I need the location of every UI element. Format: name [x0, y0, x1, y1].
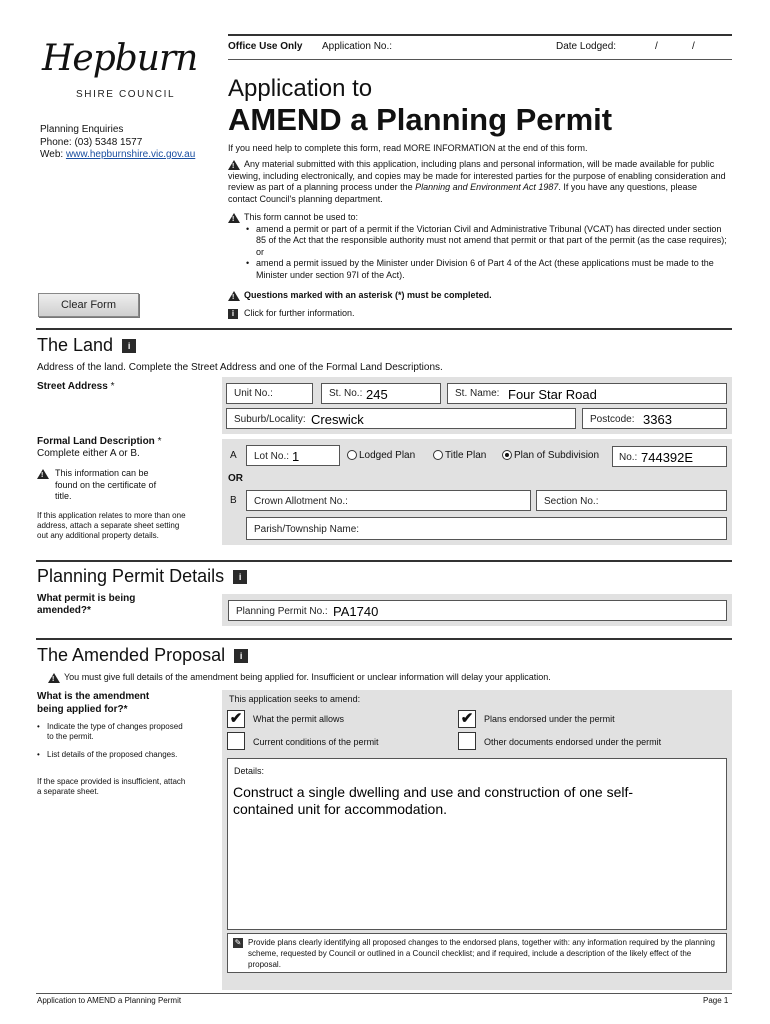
help-line: If you need help to complete this form, read MORE INFORMATION at the end of this form.	[228, 143, 588, 153]
warning-icon	[37, 469, 49, 479]
cannot-bullet-2: • amend a permit issued by the Minister under Division 6 of Part 4 of the Act (these applications must be made to the Minister under section 97I of the Act).	[246, 258, 728, 281]
radio-icon	[347, 450, 357, 460]
website-link[interactable]: www.hepburnshire.vic.gov.au	[65, 149, 196, 160]
application-no-label: Application No.:	[322, 41, 393, 52]
checkmark-icon: ✔	[229, 710, 243, 727]
crown-allotment-label: Crown Allotment No.:	[254, 496, 348, 507]
permit-heading-text: Planning Permit Details	[37, 566, 225, 586]
footer-form-name: Application to AMEND a Planning Permit	[37, 996, 182, 1005]
lot-no-field[interactable]	[246, 445, 340, 466]
phone-number: Phone: (03) 5348 1577	[40, 136, 143, 148]
lot-no-value: 1	[292, 449, 300, 464]
postcode-field[interactable]	[582, 408, 727, 429]
crown-allotment-field[interactable]	[246, 490, 531, 511]
public-notice	[228, 159, 728, 205]
amendment-hints	[37, 722, 187, 760]
suburb-value: Creswick	[311, 412, 364, 427]
land-heading-text: The Land	[37, 335, 114, 355]
cannot-bullet-1: • amend a permit or part of a permit if the Victorian Civil and Administrative Tribunal (VCAT) has directed under section 85 of the Act that the responsible authority must not amend that permit or that part of the permit (as the case requires); or	[246, 224, 728, 259]
office-use-label: Office Use Only	[228, 41, 303, 52]
info-icon[interactable]: i	[228, 309, 238, 319]
warning-icon	[228, 160, 240, 170]
street-address-label: Street Address *	[37, 381, 115, 392]
formal-desc-text: Formal Land Description	[37, 436, 155, 447]
enquiries-label: Planning Enquiries	[40, 124, 124, 135]
asterisk-note	[228, 290, 492, 302]
lodged-plan-label: Lodged Plan	[359, 450, 416, 461]
web-label: Web:	[40, 149, 66, 160]
plans-endorsed-label: Plans endorsed under the permit	[484, 714, 615, 724]
section-no-field[interactable]	[536, 490, 727, 511]
form-title	[228, 76, 612, 138]
radio-selected-icon	[502, 450, 512, 460]
checkbox-plans-endorsed[interactable]	[458, 710, 476, 728]
proposal-warning-text: You must give full details of the amendment being applied for. Insufficient or unclear information will delay your application.	[64, 672, 551, 682]
amendment-question-text: What is the amendment being applied for?	[37, 691, 150, 715]
plan-no-label: No.:	[619, 452, 638, 463]
certificate-note	[37, 468, 167, 503]
title-plan-label: Title Plan	[445, 450, 487, 461]
st-no-value: 245	[366, 387, 388, 402]
postcode-value: 3363	[643, 412, 672, 427]
plan-no-value: 744392E	[641, 450, 694, 465]
date-slash-1: /	[655, 41, 658, 52]
permit-no-label: Planning Permit No.:	[236, 606, 328, 617]
edit-icon: ✎	[234, 938, 242, 947]
title-line-2: AMEND a Planning Permit	[228, 102, 613, 137]
current-conditions-label: Current conditions of the permit	[253, 737, 379, 747]
certificate-note-text: This information can be found on the certificate of title.	[55, 468, 157, 501]
office-use-header	[228, 34, 732, 62]
checkmark-icon: ✔	[460, 710, 474, 727]
warning-icon	[228, 213, 240, 223]
notice-act: Planning and Environment Act 1987	[415, 182, 559, 192]
suburb-field[interactable]	[226, 408, 576, 429]
checkbox-permit-allows[interactable]	[227, 710, 245, 728]
logo-script: Hepburn	[42, 38, 198, 79]
plans-note-text: Provide plans clearly identifying all proposed changes to the endorsed plans, together with: any information required by the planning scheme, requested by Council or outlined in a Council checklist; and if required, include a description of the likely effect of the proposal.	[248, 938, 715, 969]
st-no-field[interactable]	[321, 383, 441, 404]
suburb-label: Suburb/Locality:	[234, 414, 306, 425]
proposal-warning	[48, 672, 551, 684]
notice-text-b: . If you have any questions, please contact Council's planning department.	[228, 182, 697, 204]
st-name-label: St. Name:	[455, 388, 500, 399]
land-heading	[37, 335, 136, 356]
seeks-amend-label: This application seeks to amend:	[229, 694, 361, 704]
street-address-text: Street Address	[37, 381, 108, 392]
asterisk-text: Questions marked with an asterisk (*) must be completed.	[244, 290, 492, 300]
notice-text-a: Any material submitted with this application, including plans and personal information, will be made available for public viewing, including electronically, and copies may be made for interested parties for the purpose of enabling consideration and review as part of a planning process under the	[228, 159, 726, 192]
multi-address-note: If this application relates to more than one address, attach a separate sheet setting out any additional property details.	[37, 511, 186, 540]
details-label: Details:	[234, 766, 265, 776]
section-rule	[36, 638, 732, 640]
planning-permit-no-field[interactable]	[228, 600, 727, 621]
postcode-label: Postcode:	[590, 414, 635, 425]
amendment-question: What is the amendment being applied for?*	[37, 691, 150, 715]
complete-either-text: Complete either A or B.	[37, 448, 140, 459]
info-icon[interactable]: i	[122, 339, 136, 353]
st-no-label: St. No.:	[329, 388, 363, 399]
option-b-label: B	[230, 495, 237, 506]
parish-township-field[interactable]	[246, 517, 727, 540]
clear-form-label: Clear Form	[60, 299, 116, 311]
option-a-label: A	[230, 450, 237, 461]
hint-1: • Indicate the type of changes proposed to the permit.	[37, 722, 187, 742]
plan-no-field[interactable]	[612, 446, 727, 467]
permit-question: What permit is being amended?*	[37, 593, 136, 616]
click-info-text: Click for further information.	[244, 308, 355, 318]
hint-3: If the space provided is insufficient, attach a separate sheet.	[37, 777, 186, 796]
permit-heading	[37, 566, 247, 587]
contact-block	[40, 124, 225, 162]
info-icon[interactable]: i	[233, 570, 247, 584]
permit-no-value: PA1740	[333, 604, 379, 619]
click-info-note	[228, 308, 355, 320]
info-icon[interactable]: i	[234, 649, 248, 663]
radio-icon	[433, 450, 443, 460]
proposal-heading	[37, 645, 248, 666]
website-line	[40, 149, 225, 162]
unit-no-label: Unit No.:	[234, 388, 273, 399]
details-value: Construct a single dwelling and use and construction of one self-contained unit for accommodation.	[233, 784, 634, 817]
hepburn-logo	[40, 38, 200, 104]
plan-subdivision-label: Plan of Subdivision	[514, 450, 600, 461]
section-rule	[36, 560, 732, 562]
land-description: Address of the land. Complete the Street Address and one of the Formal Land Descriptions.	[37, 362, 443, 373]
parish-township-label: Parish/Township Name:	[254, 524, 360, 535]
lot-no-label: Lot No.:	[254, 451, 290, 462]
plans-note-box	[227, 933, 727, 973]
proposal-heading-text: The Amended Proposal	[37, 645, 226, 665]
permit-question-text: What permit is being amended?	[37, 593, 136, 616]
hint-2: • List details of the proposed changes.	[37, 750, 187, 760]
footer-rule	[36, 993, 732, 994]
footer-page-number: Page 1	[703, 996, 729, 1005]
permit-allows-label: What the permit allows	[253, 714, 345, 724]
section-rule	[36, 328, 732, 330]
date-lodged-label: Date Lodged:	[556, 41, 617, 52]
warning-icon	[48, 673, 60, 683]
or-label: OR	[228, 473, 243, 484]
title-plan-radio[interactable]	[433, 450, 486, 462]
title-line-1: Application to	[228, 75, 373, 102]
date-slash-2: /	[692, 41, 695, 52]
warning-icon	[228, 291, 240, 301]
st-name-field[interactable]	[447, 383, 727, 404]
formal-desc-label: Formal Land Description * Complete either A or B.	[37, 436, 162, 459]
clear-form-button[interactable]	[38, 293, 139, 317]
section-no-label: Section No.:	[544, 496, 599, 507]
logo-subtitle: SHIRE COUNCIL	[76, 89, 176, 100]
lodged-plan-radio[interactable]	[347, 450, 415, 462]
checkbox-other-documents[interactable]	[458, 732, 476, 750]
plan-subdivision-radio[interactable]	[502, 450, 599, 462]
cannot-label: This form cannot be used to:	[244, 212, 359, 222]
unit-no-field[interactable]	[226, 383, 313, 404]
checkbox-current-conditions[interactable]	[227, 732, 245, 750]
details-field[interactable]	[227, 758, 727, 930]
cannot-use-block	[228, 212, 728, 281]
other-documents-label: Other documents endorsed under the permit	[484, 737, 662, 747]
st-name-value: Four Star Road	[508, 387, 597, 402]
